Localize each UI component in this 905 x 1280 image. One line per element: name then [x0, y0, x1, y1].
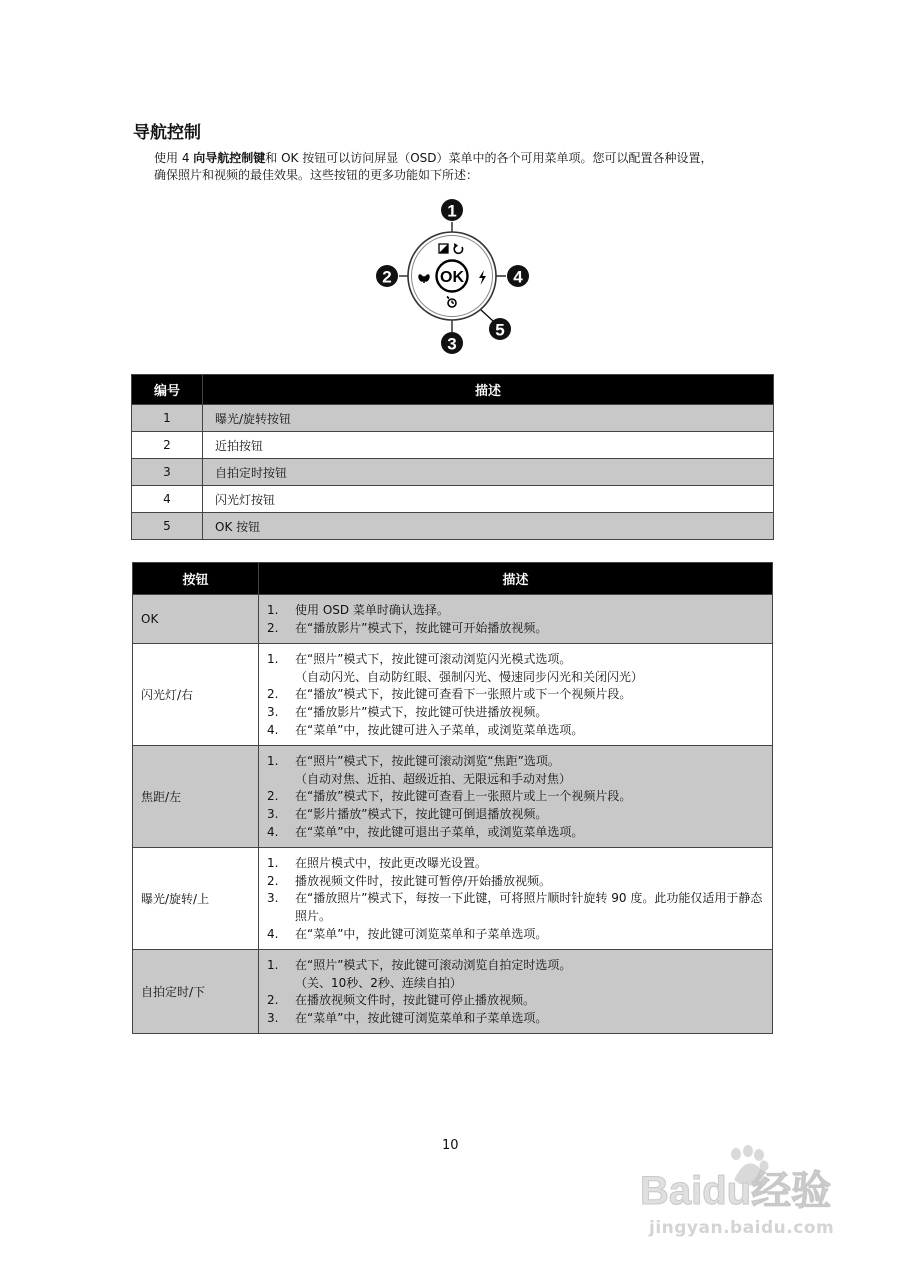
callout-1	[441, 199, 463, 221]
table-row	[133, 848, 773, 950]
svg-text:4: 4	[513, 267, 523, 287]
svg-text:3: 3	[447, 334, 457, 354]
table-row: 2 近拍按钮	[132, 432, 774, 459]
table-row: 1 曝光/旋转按钮	[132, 405, 774, 432]
ok-button-graphic	[437, 261, 468, 292]
list-item: 1. 在“照片”模式下，按此键可滚动浏览“焦距”选项。	[267, 754, 560, 769]
callout-4	[507, 265, 529, 287]
header-description: 描述	[259, 563, 773, 595]
intro-line-1: 使用 4 向导航控制键和 OK 按钮可以访问屏显（OSD）菜单中的各个可用菜单项。您可以配置各种设置，	[154, 151, 713, 165]
exposure-icon	[439, 244, 448, 253]
list-item: 2. 播放视频文件时，按此键可暂停/开始播放视频。	[267, 873, 552, 888]
callout-3	[441, 332, 463, 354]
intro-paragraph	[154, 150, 779, 184]
table-row	[133, 746, 773, 848]
table-row	[133, 950, 773, 1034]
watermark-url: jingyan.baidu.com	[649, 1218, 835, 1238]
list-item: 4. 在“菜单”中，按此键可进入子菜单，或浏览菜单选项。	[267, 722, 584, 737]
list-item: 3. 在“播放影片”模式下，按此键可快进播放视频。	[267, 704, 548, 719]
list-item: 1. 使用 OSD 菜单时确认选择。	[267, 603, 449, 617]
baidu-watermark-logo	[640, 1142, 855, 1222]
list-item: 2. 在“播放”模式下，按此键可查看上一张照片或上一个视频片段。	[267, 789, 632, 804]
list-item: 2. 在播放视频文件时，按此键可停止播放视频。	[267, 993, 536, 1008]
table-row	[133, 595, 773, 644]
table-row: 5 OK 按钮	[132, 513, 774, 540]
callout-2	[376, 265, 398, 287]
page-title: 导航控制	[133, 123, 201, 143]
button-name: OK	[133, 595, 259, 644]
list-item: 3. 在“影片播放”模式下，按此键可倒退播放视频。	[267, 806, 548, 821]
list-item: （自动闪光、自动防红眼、强制闪光、慢速同步闪光和关闭闪光）	[295, 669, 644, 684]
table-row	[133, 644, 773, 746]
svg-text:2: 2	[382, 267, 392, 287]
page-number: 10	[442, 1138, 459, 1153]
svg-text:5: 5	[495, 320, 505, 340]
list-item: （关、10秒、2秒、连续自拍）	[295, 975, 462, 990]
list-item: 3. 在“菜单”中，按此键可浏览菜单和子菜单选项。	[267, 1010, 548, 1025]
function-list	[259, 746, 773, 848]
function-list	[259, 644, 773, 746]
table-row: 4 闪光灯按钮	[132, 486, 774, 513]
button-name: 闪光灯/右	[133, 644, 259, 746]
svg-text:1: 1	[447, 201, 457, 221]
function-list	[259, 848, 773, 950]
table-header-row	[133, 563, 773, 595]
list-item: 2. 在“播放”模式下，按此键可查看下一张照片或下一个视频片段。	[267, 687, 632, 702]
function-list	[259, 595, 773, 644]
header-button: 按钮	[133, 563, 259, 595]
button-name: 自拍定时/下	[133, 950, 259, 1034]
list-item: 1. 在照片模式中，按此更改曝光设置。	[267, 856, 488, 871]
table-header-row	[132, 375, 774, 405]
list-item: 4. 在“菜单”中，按此键可退出子菜单，或浏览菜单选项。	[267, 824, 584, 839]
button-name: 焦距/左	[133, 746, 259, 848]
list-item: （自动对焦、近拍、超级近拍、无限远和手动对焦）	[295, 771, 572, 786]
header-description: 描述	[203, 375, 774, 405]
list-item: 1. 在“照片”模式下，按此键可滚动浏览闪光模式选项。	[267, 652, 572, 667]
list-item: 4. 在“菜单”中，按此键可浏览菜单和子菜单选项。	[267, 926, 548, 941]
table-row: 3 自拍定时按钮	[132, 459, 774, 486]
list-item: 2. 在“播放影片”模式下，按此键可开始播放视频。	[267, 620, 548, 635]
svg-text:Baidu经验: Baidu经验	[640, 1169, 832, 1213]
intro-line-2: 确保照片和视频的最佳效果。这些按钮的更多功能如下所述：	[154, 168, 479, 182]
navigation-pad-diagram	[360, 192, 540, 364]
button-number-table	[131, 374, 774, 540]
function-list	[259, 950, 773, 1034]
button-function-table	[132, 562, 773, 1034]
button-name: 曝光/旋转/上	[133, 848, 259, 950]
ok-label: OK	[440, 269, 464, 286]
callout-5	[489, 318, 511, 340]
list-item: 1. 在“照片”模式下，按此键可滚动浏览自拍定时选项。	[267, 958, 572, 973]
list-item: 3. 在“播放照片”模式下，每按一下此键，可将照片顺时针旋转 90 度。此功能仅适用于静态照片。	[267, 891, 763, 923]
header-number: 编号	[132, 375, 203, 405]
